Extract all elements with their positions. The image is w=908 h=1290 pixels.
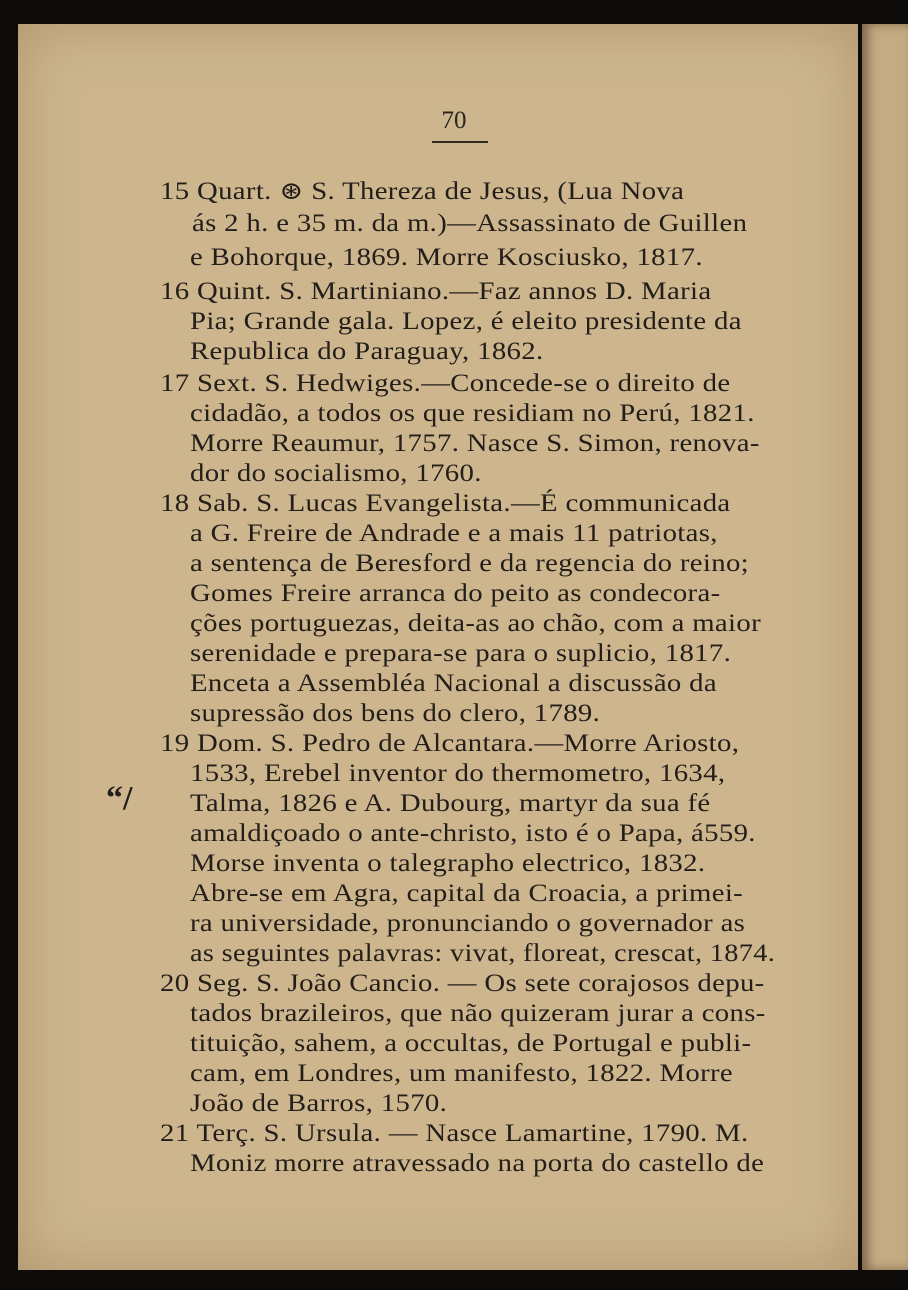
page-number: 70	[441, 107, 467, 134]
text-line: ra universidade, pronunciando o governador as	[190, 910, 746, 937]
text-line: e Bohorque, 1869. Morre Kosciusko, 1817.	[190, 244, 703, 271]
text-line: Moniz morre atravessado na porta do castello de	[190, 1150, 765, 1177]
text-line: Enceta a Assembléa Nacional a discussão da	[190, 670, 718, 697]
text-line: serenidade e prepara-se para o suplicio, 1817.	[190, 640, 732, 667]
margin-mark: “/	[106, 780, 133, 817]
text-line: as seguintes palavras: vivat, floreat, crescat, 1874.	[190, 940, 776, 967]
text-line: Talma, 1826 e A. Dubourg, martyr da sua fé	[190, 790, 711, 817]
text-line: 1533, Erebel inventor do thermometro, 1634,	[190, 760, 726, 787]
text-line: tados brazileiros, que não quizeram jurar a cons-	[190, 1000, 766, 1027]
text-line: João de Barros, 1570.	[190, 1090, 448, 1117]
text-line: 16 Quint. S. Martiniano.—Faz annos D. Maria	[160, 278, 712, 305]
text-line: cidadão, a todos os que residiam no Perú, 1821.	[190, 400, 755, 427]
text-line: 18 Sab. S. Lucas Evangelista.—É communicada	[160, 490, 731, 517]
text-line: ções portuguezas, deita-as ao chão, com a maior	[190, 610, 762, 637]
text-line: ás 2 h. e 35 m. da m.)—Assassinato de Guillen	[192, 210, 748, 237]
text-line: 21 Terç. S. Ursula. — Nasce Lamartine, 1790. M.	[160, 1120, 749, 1147]
text-line: cam, em Londres, um manifesto, 1822. Morre	[190, 1060, 734, 1087]
text-line: 19 Dom. S. Pedro de Alcantara.—Morre Ariosto,	[160, 730, 740, 757]
text-line: a sentença de Beresford e da regencia do reino;	[190, 550, 750, 577]
text-line: Republica do Paraguay, 1862.	[190, 338, 544, 365]
text-line: Morre Reaumur, 1757. Nasce S. Simon, renova-	[190, 430, 760, 457]
text-line: Gomes Freire arranca do peito as condecora-	[190, 580, 721, 607]
text-line: Abre-se em Agra, capital da Croacia, a primei-	[190, 880, 744, 907]
text-line: a G. Freire de Andrade e a mais 11 patriotas,	[190, 520, 718, 547]
text-line: tituição, sahem, a occultas, de Portugal e publi-	[190, 1030, 752, 1057]
text-line: supressão dos bens do clero, 1789.	[190, 700, 601, 727]
text-line: dor do socialismo, 1760.	[190, 460, 482, 487]
text-line: amaldiçoado o ante-christo, isto é o Papa, á559.	[190, 820, 756, 847]
text-line: 20 Seg. S. João Cancio. — Os sete corajosos depu-	[160, 970, 765, 997]
text-line: 17 Sext. S. Hedwiges.—Concede-se o direito de	[160, 370, 731, 397]
text-line: Pia; Grande gala. Lopez, é eleito presidente da	[190, 308, 742, 335]
text-line: Morse inventa o talegrapho electrico, 1832.	[190, 850, 706, 877]
text-line: 15 Quart. ⊛ S. Thereza de Jesus, (Lua Nova	[160, 178, 685, 205]
